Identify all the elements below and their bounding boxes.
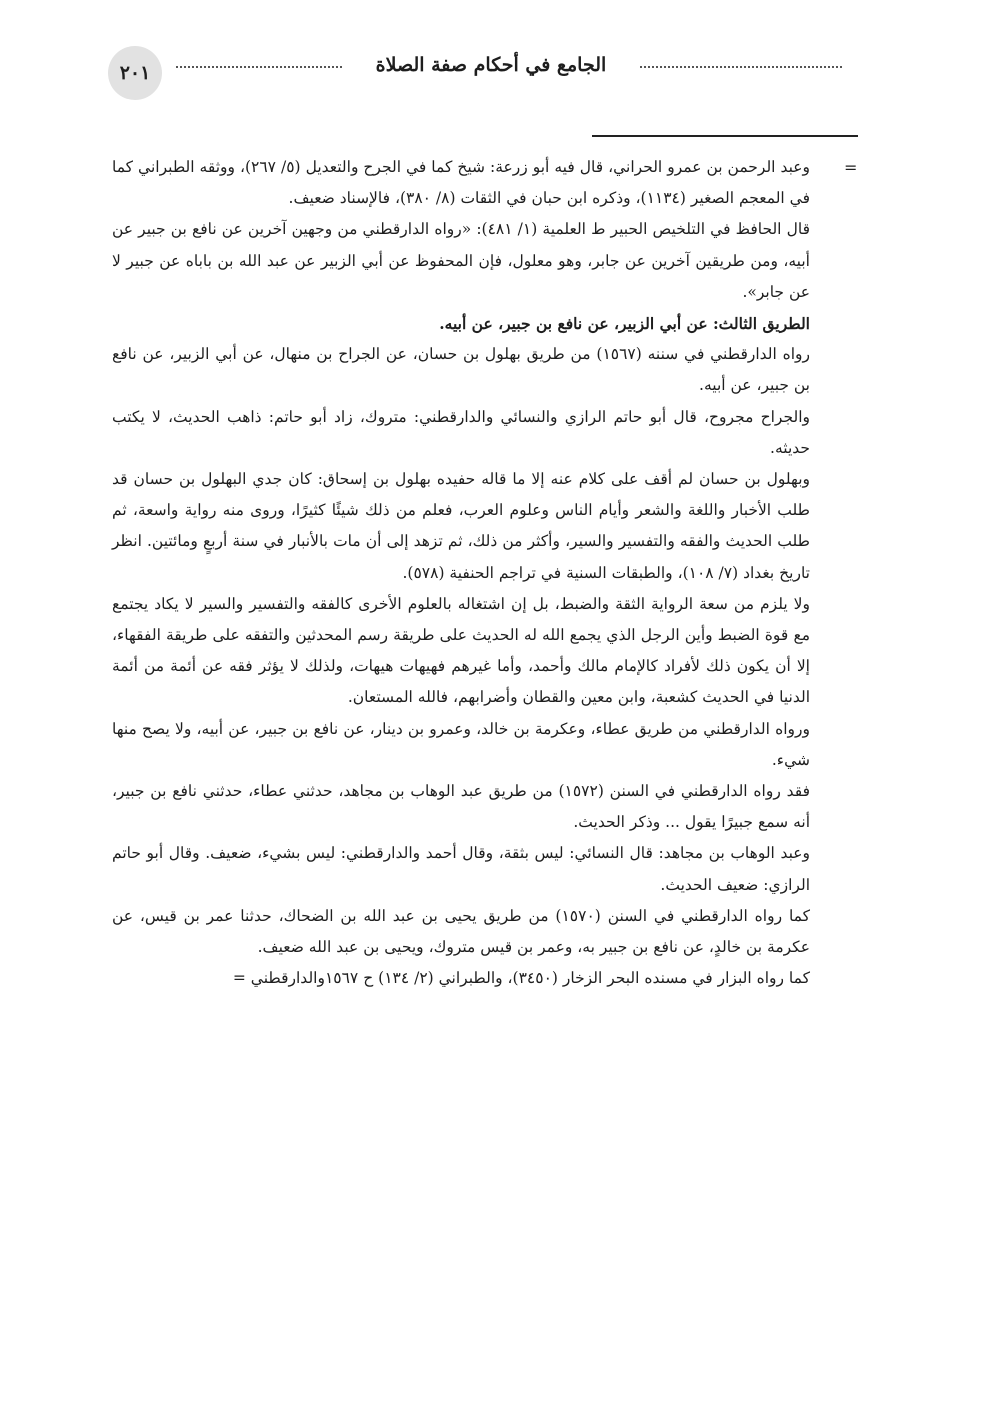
paragraph: وبهلول بن حسان لم أقف على كلام عنه إلا ما قاله حفيده بهلول بن إسحاق: كان جدي البهلول بن حسان قد طلب الأخبار واللغة والشعر وأيام الناس وعلوم العرب، فعلم من ذلك شيئًا كثيرًا، وروى منه رواية واسعة، ثم طلب الحديث والفقه والتفسير والسير، وأكثر من ذلك، ثم تزهد إلى أن مات بالأنبار في سنة أربعٍ ومائتين. انظر تاريخ بغداد (٧/ ١٠٨)، والطبقات السنية في تراجم الحنفية (٥٧٨). xyxy=(112,470,810,582)
page-number: ٢٠١ xyxy=(119,62,151,84)
footnote-rule xyxy=(592,135,858,137)
footnote-body xyxy=(112,152,810,994)
paragraph: كما رواه الدارقطني في السنن (١٥٧٠) من طريق يحيى بن عبد الله بن الضحاك، حدثنا عمر بن قيس، عن عكرمة بن خالدٍ، عن نافع بن جبير به، وعمر بن قيس متروك، ويحيى بن عبد الله ضعيف. xyxy=(112,906,811,957)
paragraph: وعبد الرحمن بن عمرو الحراني، قال فيه أبو زرعة: شيخ كما في الجرح والتعديل (٥/ ٢٦٧)، ووثقه الطبراني كما في المعجم الصغير (١١٣٤)، وذكره ابن حبان في الثقات (٨/ ٣٨٠)، فالإسناد ضعيف. xyxy=(112,158,811,208)
running-header-title: الجامع في أحكام صفة الصلاة xyxy=(375,54,607,76)
header-dots-left xyxy=(176,66,342,68)
page-number-badge xyxy=(108,46,162,100)
paragraph: رواه الدارقطني في سننه (١٥٦٧) من طريق بهلول بن حسان، عن الجراح بن منهال، عن أبي الزبير، عن نافع بن جبير، عن أبيه. xyxy=(112,345,811,395)
paragraph: فقد رواه الدارقطني في السنن (١٥٧٢) من طريق عبد الوهاب بن مجاهد، حدثني عطاء، حدثني نافع بن جبير، أنه سمع جبيرًا يقول ... وذكر الحديث. xyxy=(112,782,810,832)
header-dots-right xyxy=(640,66,842,68)
paragraph: ورواه الدارقطني من طريق عطاء، وعكرمة بن خالد، وعمرو بن دينار، عن نافع بن جبير، عن أبيه، ولا يصح منها شيء. xyxy=(112,719,810,769)
paragraph: كما رواه البزار في مسنده البحر الزخار (٣٤٥٠)، والطبراني (٢/ ١٣٤) ح ١٥٦٧والدارقطني = xyxy=(232,969,810,988)
paragraph: والجراح مجروح، قال أبو حاتم الرازي والنسائي والدارقطني: متروك، زاد أبو حاتم: ذاهب الحديث، لا يكتب حديثه. xyxy=(112,407,810,457)
paragraph: قال الحافظ في التلخيص الحبير ط العلمية (١/ ٤٨١): «رواه الدارقطني من وجهين آخرين عن نافع بن جبير عن أبيه، ومن طريقين آخرين عن جابر، وهو معلول، فإن المحفوظ عن أبي الزبير عن عبد الله بن باباه عن جبير لا عن جابر». xyxy=(112,220,810,301)
section-heading: الطريق الثالث: عن أبي الزبير، عن نافع بن جبير، عن أبيه. xyxy=(439,314,810,334)
paragraph: وعبد الوهاب بن مجاهد: قال النسائي: ليس بثقة، وقال أحمد والدارقطني: ليس بشيء، ضعيف. وقال أبو حاتم الرازي: ضعيف الحديث. xyxy=(112,844,810,894)
paragraph: ولا يلزم من سعة الرواية الثقة والضبط، بل إن اشتغاله بالعلوم الأخرى كالفقه والتفسير والسير لا يكاد يجتمع مع قوة الضبط وأين الرجل الذي يجمع الله له الحديث على طريقة رسم المحدثين والتفقه على طريقة الفقهاء، إلا أن يكون ذلك لأفراد كالإمام مالك وأحمد، وأما غيرهم فهيهات هيهات، ولذلك لا يؤثر فقه عن أئمة من أئمة الدنيا في الحديث كشعبة، وابن معين والقطان وأضرابهم، فالله المستعان. xyxy=(112,594,810,707)
continuation-mark: = xyxy=(844,158,858,177)
